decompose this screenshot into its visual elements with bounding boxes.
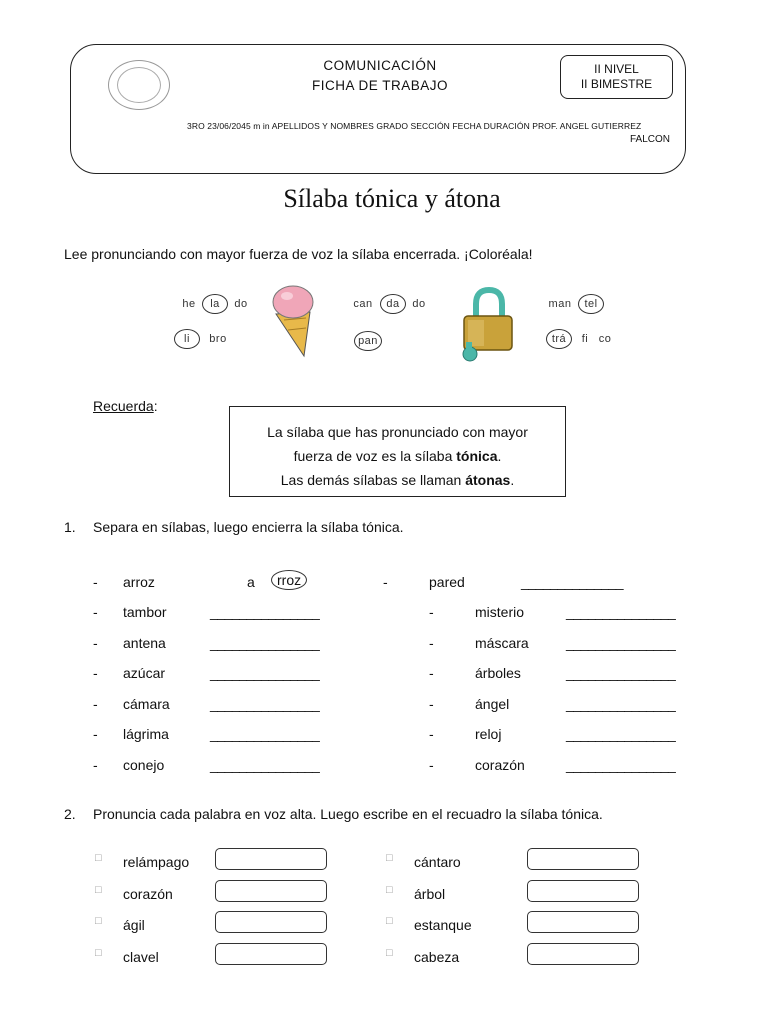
- syllable: can: [353, 298, 373, 310]
- example-right-word: pared: [429, 574, 465, 590]
- word-label: lágrima: [123, 726, 169, 743]
- stressed-syllable: trá: [546, 329, 572, 349]
- answer-box[interactable]: [527, 911, 639, 933]
- exercise-2-number: 2.: [64, 806, 76, 822]
- checkbox-icon: □: [386, 946, 393, 959]
- term-label: II BIMESTRE: [580, 77, 653, 91]
- checkbox-icon: □: [386, 852, 393, 864]
- answer-blank[interactable]: _______________: [210, 756, 320, 773]
- word-label: cámara: [123, 695, 170, 712]
- word-label: corazón: [123, 885, 173, 902]
- word-label: conejo: [123, 756, 165, 773]
- dash: -: [93, 634, 98, 651]
- word-label: ángel: [475, 695, 510, 712]
- syllable: he: [182, 298, 196, 310]
- answer-blank[interactable]: _______________: [566, 634, 676, 651]
- word-label: árboles: [475, 665, 521, 682]
- stressed-syllable: pan: [354, 331, 382, 351]
- word-label: relámpago: [123, 854, 190, 870]
- answer-blank[interactable]: _______________: [566, 665, 676, 682]
- answer-blank[interactable]: _______________: [566, 604, 676, 620]
- exercise-2-instruction: Pronuncia cada palabra en voz alta. Luego escribe en el recuadro la sílaba tónica.: [93, 806, 603, 822]
- example-stressed-syllable: rroz: [271, 572, 307, 590]
- answer-blank[interactable]: _______________: [210, 726, 320, 743]
- remember-line-2: fuerza de voz es la sílaba tónica.: [293, 448, 502, 464]
- word-label: azúcar: [123, 665, 166, 682]
- checkbox-icon: □: [95, 883, 102, 896]
- dash: -: [429, 604, 434, 620]
- padlock-icon: [456, 284, 522, 366]
- answer-box[interactable]: [527, 848, 639, 870]
- dash: -: [383, 574, 388, 590]
- answer-box[interactable]: [527, 943, 639, 965]
- remember-label: Recuerda:: [93, 398, 158, 414]
- word-label: ágil: [123, 917, 145, 933]
- word-label: misterio: [475, 604, 525, 620]
- answer-blank[interactable]: _______________: [210, 634, 320, 651]
- student-info-line: 3RO 23/06/2045 m in APELLIDOS Y NOMBRES GRADO SECCIÓN FECHA DURACIÓN PROF. ANGEL GUTIERREZ: [187, 121, 642, 131]
- word-label: máscara: [475, 634, 529, 651]
- exercise-1-number: 1.: [64, 519, 76, 535]
- intro-instruction: Lee pronunciando con mayor fuerza de voz la sílaba encerrada. ¡Coloréala!: [64, 246, 533, 262]
- example-word-trafico: [546, 329, 612, 349]
- dash: -: [429, 756, 434, 773]
- checkbox-icon: □: [95, 946, 102, 959]
- example-word: arroz: [123, 574, 155, 590]
- syllable: do: [412, 298, 426, 310]
- dash: -: [93, 604, 98, 620]
- word-label: clavel: [123, 948, 159, 965]
- school-seal-logo: [108, 60, 170, 110]
- page-title: Sílaba tónica y átona: [283, 184, 501, 213]
- answer-box[interactable]: [527, 880, 639, 902]
- level-label: II NIVEL: [594, 62, 639, 76]
- word-label: tambor: [123, 604, 167, 620]
- dash: -: [93, 695, 98, 712]
- subject-title: COMUNICACIÓN: [323, 58, 437, 73]
- syllable: co: [598, 333, 612, 345]
- answer-blank[interactable]: _______________: [210, 695, 320, 712]
- sheet-type: FICHA DE TRABAJO: [311, 78, 449, 93]
- syllable: bro: [209, 333, 227, 345]
- answer-blank[interactable]: ______________: [521, 574, 624, 590]
- checkbox-icon: □: [386, 883, 393, 896]
- remember-box: [229, 406, 566, 497]
- remember-line-3: Las demás sílabas se llaman átonas.: [280, 472, 515, 488]
- answer-box[interactable]: [215, 911, 327, 933]
- syllable: man: [548, 298, 572, 310]
- word-label: cabeza: [414, 948, 460, 965]
- dash: -: [429, 726, 434, 743]
- remember-line-1: La sílaba que has pronunciado con mayor: [267, 424, 528, 440]
- answer-blank[interactable]: _______________: [566, 695, 676, 712]
- word-label: reloj: [475, 726, 502, 743]
- syllable: do: [234, 298, 248, 310]
- checkbox-icon: □: [95, 915, 102, 927]
- word-label: estanque: [414, 917, 472, 933]
- stressed-syllable: la: [202, 294, 228, 314]
- ice-cream-cone-icon: [266, 284, 328, 360]
- teacher-surname: FALCON: [630, 134, 671, 145]
- answer-box[interactable]: [215, 848, 327, 870]
- example-word-helado: [182, 294, 248, 314]
- stressed-syllable: li: [174, 329, 200, 349]
- answer-blank[interactable]: _______________: [210, 665, 320, 682]
- dash: -: [429, 634, 434, 651]
- answer-blank[interactable]: _______________: [566, 726, 676, 743]
- example-word-candado: [352, 294, 426, 314]
- stressed-syllable: tel: [578, 294, 604, 314]
- word-label: corazón: [475, 756, 525, 773]
- word-label: cántaro: [414, 854, 461, 870]
- example-word-mantel: [548, 294, 604, 314]
- checkbox-icon: □: [95, 852, 102, 864]
- level-box: [560, 55, 673, 99]
- word-label: antena: [123, 634, 166, 651]
- answer-blank[interactable]: _______________: [210, 604, 320, 620]
- dash: -: [93, 665, 98, 682]
- checkbox-icon: □: [386, 915, 393, 927]
- stressed-syllable: da: [380, 294, 406, 314]
- dash: -: [93, 574, 98, 590]
- example-syllable-1: a: [247, 574, 255, 590]
- exercise-1-instruction: Separa en sílabas, luego encierra la sílaba tónica.: [93, 519, 404, 535]
- answer-box[interactable]: [215, 880, 327, 902]
- dash: -: [429, 665, 434, 682]
- example-word-libro: [174, 329, 230, 349]
- answer-blank[interactable]: _______________: [566, 756, 676, 773]
- dash: -: [429, 695, 434, 712]
- syllable: fi: [581, 333, 589, 345]
- example-word-pan: [354, 331, 382, 351]
- answer-box[interactable]: [215, 943, 327, 965]
- word-label: árbol: [414, 885, 446, 902]
- dash: -: [93, 756, 98, 773]
- dash: -: [93, 726, 98, 743]
